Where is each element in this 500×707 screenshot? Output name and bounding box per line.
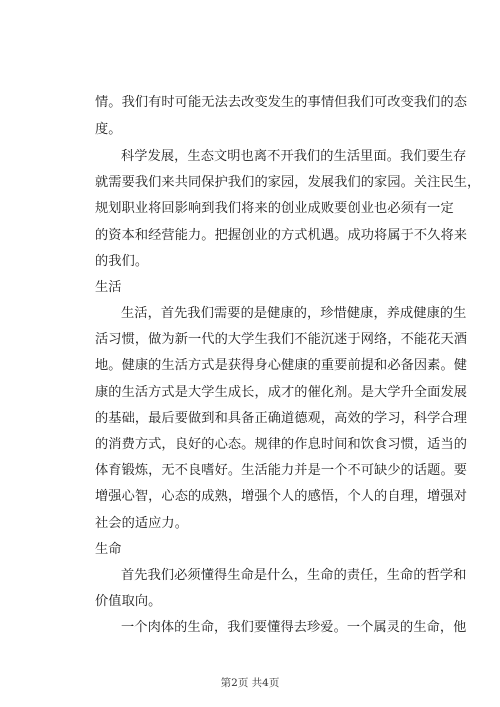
section-heading: 生命 bbox=[95, 542, 122, 557]
text-line: 的资本和经营能力。把握创业的方式机遇。成功将属于不久将来 bbox=[95, 228, 468, 243]
text-line: 地。健康的生活方式是获得身心健康的重要前提和必备因素。健 bbox=[95, 358, 468, 373]
text-line: 一个肉体的生命，我们要懂得去珍爱。一个属灵的生命，他 bbox=[121, 620, 467, 635]
text-line: 康的生活方式是大学生成长，成才的催化剂。是大学升全面发展 bbox=[95, 385, 468, 400]
text-line: 的基础，最后要做到和具备正确道德观，高效的学习，科学合理 bbox=[95, 411, 468, 426]
text-line: 规划职业将回影响到我们将来的创业成败要创业也必须有一定 bbox=[95, 201, 454, 216]
text-line: 情。我们有时可能无法去改变发生的事情但我们可改变我们的态 bbox=[95, 95, 468, 110]
text-line: 科学发展，生态文明也离不开我们的生活里面。我们要生存 bbox=[121, 149, 467, 164]
section-heading: 生活 bbox=[95, 280, 122, 295]
text-line: 体育锻炼，无不良嗜好。生活能力并是一个不可缺少的话题。要 bbox=[95, 463, 468, 478]
text-line: 首先我们必须懂得生命是什么，生命的责任，生命的哲学和 bbox=[121, 568, 467, 583]
text-line: 活习惯，做为新一代的大学生我们不能沉迷于网络，不能花天酒 bbox=[95, 332, 468, 347]
text-line: 价值取向。 bbox=[95, 594, 162, 609]
text-line: 度。 bbox=[95, 122, 122, 137]
text-line: 社会的适应力。 bbox=[95, 516, 189, 531]
text-line: 生活，首先我们需要的是健康的，珍惜健康，养成健康的生 bbox=[121, 306, 467, 321]
text-line: 的我们。 bbox=[95, 254, 149, 269]
text-line: 增强心智，心态的成熟，增强个人的感悟，个人的自理，增强对 bbox=[95, 489, 468, 504]
page-number-footer: 第2页 共4页 bbox=[220, 677, 280, 689]
text-line: 就需要我们来共同保护我们的家园，发展我们的家园。关注民生， bbox=[95, 175, 481, 190]
text-line: 的消费方式，良好的心态。规律的作息时间和饮食习惯，适当的 bbox=[95, 437, 468, 452]
